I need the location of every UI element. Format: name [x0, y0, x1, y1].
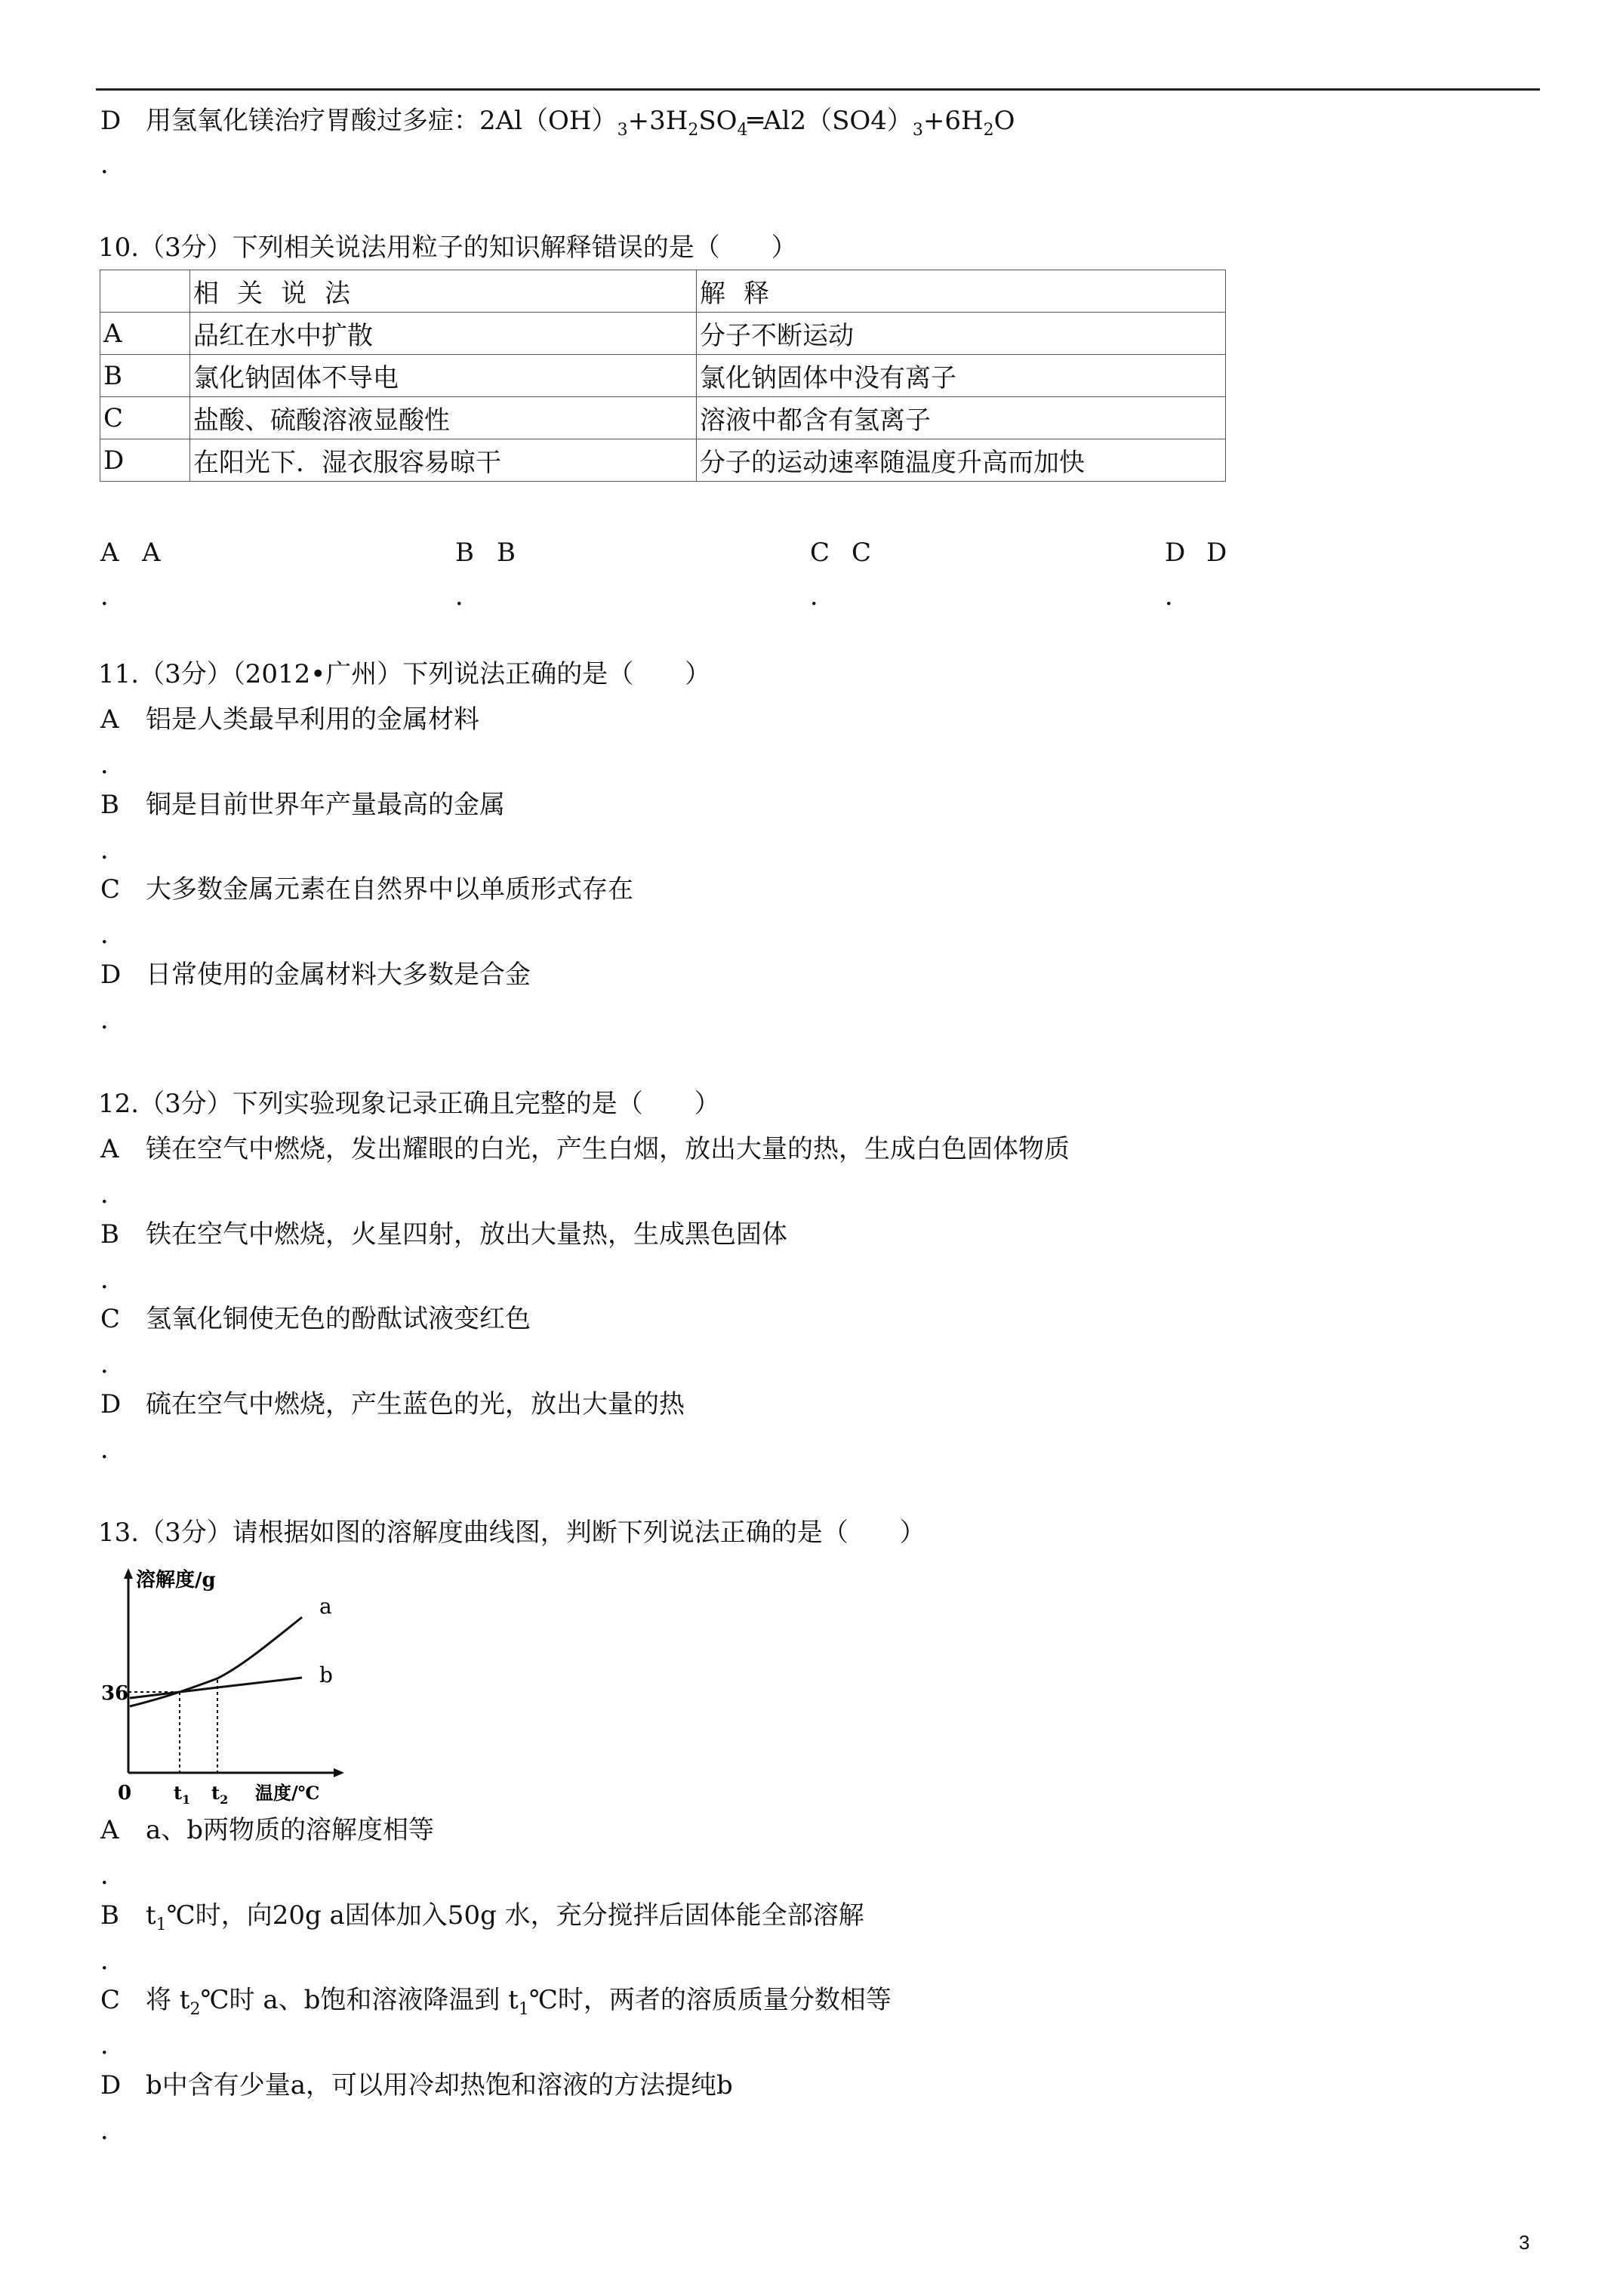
- q10-option-a-letter: A: [100, 538, 119, 568]
- q12-option-d-text: 硫在空气中燃烧，产生蓝色的光，放出大量的热: [146, 1389, 685, 1419]
- table-header-row: [100, 270, 1226, 313]
- q10-stem: 10.（3分）下列相关说法用粒子的知识解释错误的是（ ）: [98, 233, 797, 263]
- q9-option-d-dot: ．: [100, 149, 126, 180]
- q11-option-b-text: 铜是目前世界年产量最高的金属: [146, 790, 505, 820]
- q13-option-d-letter: D: [100, 2070, 122, 2100]
- q11-option-d-text: 日常使用的金属材料大多数是合金: [146, 960, 531, 990]
- y-axis-arrow: [124, 1568, 133, 1579]
- y-axis-label: 溶解度/g: [136, 1569, 216, 1592]
- q11-option-c-text: 大多数金属元素在自然界中以单质形式存在: [146, 874, 633, 905]
- solubility-curve-figure: [98, 1567, 347, 1808]
- q13-option-d-text: b中含有少量a，可以用冷却热饱和溶液的方法提纯b: [146, 2070, 733, 2100]
- q12-option-c-text: 氢氧化铜使无色的酚酞试液变红色: [146, 1304, 531, 1334]
- q11-option-a-dot: ．: [100, 750, 126, 780]
- q10-option-a-text: A: [142, 538, 161, 568]
- row-statement: 品红在水中扩散: [190, 313, 697, 355]
- q12-option-b-text: 铁在空气中燃烧，火星四射，放出大量热，生成黑色固体: [146, 1219, 787, 1250]
- x-axis-label: 温度/℃: [255, 1782, 320, 1804]
- q9-option-d-text: 用氢氧化镁治疗胃酸过多症：$2Al(OH)_3+3H_2SO_4═Al2(SO4)_3+6H_2O$: [146, 106, 1015, 140]
- table-row: [100, 313, 1226, 355]
- q13-option-b-text: $t_1℃$时，向20g a固体加入50g 水，充分搅拌后固体能全部溶解: [146, 1900, 864, 1934]
- row-label: B: [100, 355, 190, 397]
- page-number: 3: [1519, 2231, 1530, 2254]
- q11-option-b-letter: B: [100, 790, 119, 820]
- q10-option-d-text: D: [1206, 538, 1227, 568]
- q13-option-a-dot: ．: [100, 1860, 126, 1891]
- table-row: [100, 439, 1226, 482]
- q10-option-b-dot: ．: [455, 581, 481, 612]
- q11-option-d-letter: D: [100, 960, 122, 990]
- table-row: [100, 355, 1226, 397]
- q11-option-c-dot: ．: [100, 920, 126, 950]
- q12-option-a-dot: ．: [100, 1179, 126, 1210]
- q12-option-b-dot: ．: [100, 1265, 126, 1295]
- q13-option-d-dot: ．: [100, 2116, 126, 2146]
- q10-option-b-letter: B: [455, 538, 474, 568]
- q12-option-d-letter: D: [100, 1389, 122, 1419]
- row-explanation: 氯化钠固体中没有离子: [697, 355, 1226, 397]
- row-label: A: [100, 313, 190, 355]
- q11-option-d-dot: ．: [100, 1005, 126, 1035]
- curve-a-label: a: [319, 1594, 332, 1619]
- q11-option-a-text: 铝是人类最早利用的金属材料: [146, 704, 479, 735]
- table-row: [100, 397, 1226, 439]
- header-rule: [96, 88, 1540, 91]
- q12-option-c-dot: ．: [100, 1349, 126, 1379]
- curve-b: [130, 1678, 302, 1698]
- q11-option-b-dot: ．: [100, 835, 126, 865]
- q10-table: [100, 270, 1226, 482]
- q12-option-b-letter: B: [100, 1219, 119, 1250]
- q13-option-b-letter: B: [100, 1900, 119, 1931]
- q13-option-c-letter: C: [100, 1985, 121, 2015]
- y-tick-36: 36: [101, 1682, 129, 1705]
- x-tick-t2: $t_2$: [211, 1782, 229, 1807]
- row-label: D: [100, 439, 190, 482]
- q11-option-c-letter: C: [100, 874, 121, 905]
- q12-option-a-text: 镁在空气中燃烧，发出耀眼的白光，产生白烟，放出大量的热，生成白色固体物质: [146, 1134, 1070, 1164]
- curve-b-label: b: [319, 1663, 333, 1687]
- row-statement: 氯化钠固体不导电: [190, 355, 697, 397]
- q10-option-b-text: B: [497, 538, 516, 568]
- q11-stem: 11.（3分）（2012•广州）下列说法正确的是（ ）: [98, 659, 711, 689]
- q13-option-a-letter: A: [100, 1815, 119, 1845]
- x-tick-t1: $t_1$: [174, 1782, 191, 1807]
- q10-option-a-dot: ．: [100, 581, 126, 612]
- q11-option-a-letter: A: [100, 704, 119, 735]
- row-statement: 在阳光下．湿衣服容易晾干: [190, 439, 697, 482]
- q12-option-a-letter: A: [100, 1134, 119, 1164]
- q13-option-c-dot: ．: [100, 2030, 126, 2060]
- row-explanation: 溶液中都含有氢离子: [697, 397, 1226, 439]
- q12-option-d-dot: ．: [100, 1435, 126, 1465]
- row-explanation: 分子不断运动: [697, 313, 1226, 355]
- q10-option-c-dot: ．: [810, 581, 836, 612]
- x-axis-arrow: [334, 1768, 344, 1777]
- row-label: C: [100, 397, 190, 439]
- header-explanation: 解释: [700, 279, 787, 309]
- row-explanation: 分子的运动速率随温度升高而加快: [697, 439, 1226, 482]
- curve-a: [130, 1617, 302, 1706]
- q13-option-a-text: a、b两物质的溶解度相等: [146, 1815, 435, 1845]
- q13-option-b-dot: ．: [100, 1946, 126, 1976]
- q10-option-d-letter: D: [1165, 538, 1186, 568]
- q10-option-d-dot: ．: [1165, 581, 1190, 612]
- q10-option-c-letter: C: [810, 538, 830, 568]
- q13-stem: 13.（3分）请根据如图的溶解度曲线图，判断下列说法正确的是（ ）: [98, 1518, 925, 1548]
- q13-option-c-text: 将 $t_2℃$时 a、b饱和溶液降温到 $t_1℃$时，两者的溶质质量分数相等: [146, 1985, 892, 2019]
- q12-option-c-letter: C: [100, 1304, 121, 1334]
- header-statement: 相关说法: [193, 279, 368, 309]
- q12-stem: 12.（3分）下列实验现象记录正确且完整的是（ ）: [98, 1089, 720, 1119]
- row-statement: 盐酸、硫酸溶液显酸性: [190, 397, 697, 439]
- origin-label: 0: [118, 1782, 132, 1804]
- q9-option-d-letter: D: [100, 106, 122, 136]
- q10-option-c-text: C: [852, 538, 872, 568]
